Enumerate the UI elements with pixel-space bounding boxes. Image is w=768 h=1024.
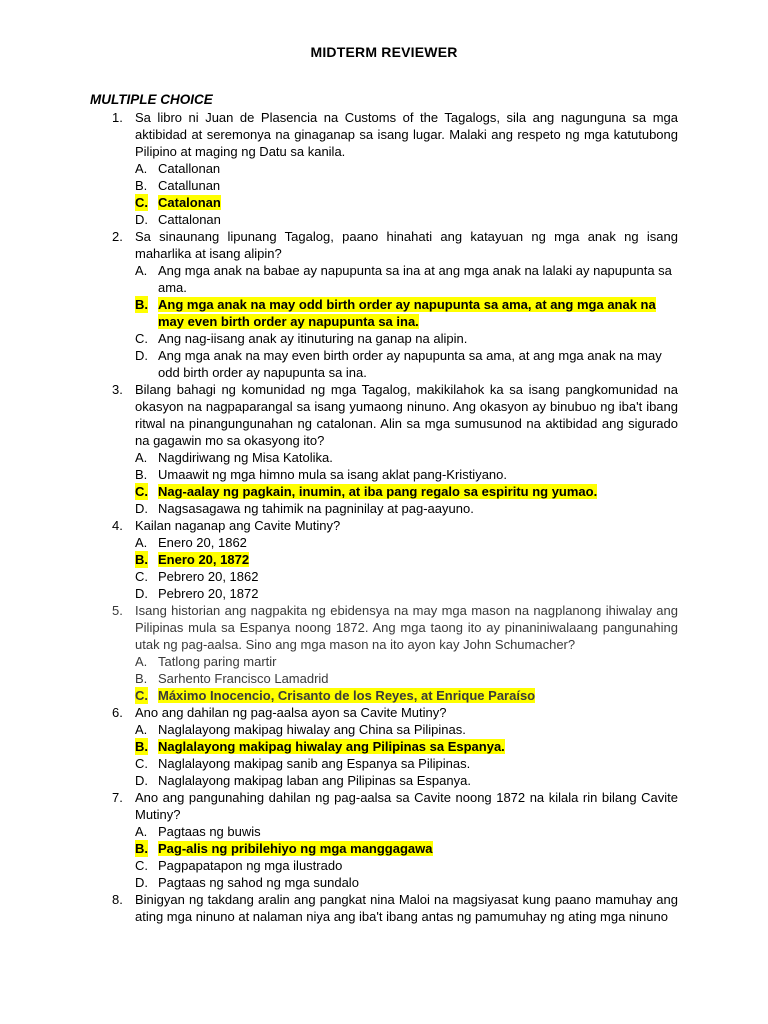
- answer-option-highlighted: [0, 840, 768, 857]
- question-list: [0, 109, 768, 925]
- page-title: MIDTERM REVIEWER: [310, 44, 458, 60]
- option-letter: C.: [135, 858, 148, 873]
- option-letter: B.: [135, 297, 148, 312]
- option-letter: C.: [135, 569, 148, 584]
- option-text: Umaawit ng mga himno mula sa isang aklat pang-Kristiyano.: [158, 467, 508, 482]
- section-heading: MULTIPLE CHOICE: [90, 92, 213, 107]
- option-letter: C.: [135, 688, 148, 703]
- option-text: Enero 20, 1862: [158, 535, 247, 550]
- answer-option-highlighted: [0, 483, 768, 500]
- question-text: Sa libro ni Juan de Plasencia na Customs of the Tagalogs, sila ang nagunguna sa mga aktibidad at seremonya na ginaganap sa isang lugar. Malaki ang respeto ng mga katutubong Pilipino at maging ng Datu sa kanila.: [135, 110, 678, 159]
- answer-option: [0, 755, 768, 772]
- answer-option: [0, 211, 768, 228]
- option-letter: C.: [135, 195, 148, 210]
- option-text: Sarhento Francisco Lamadrid: [158, 671, 329, 686]
- option-text: Naglalayong makipag laban ang Pilipinas sa Espanya.: [158, 773, 471, 788]
- option-letter: D.: [135, 773, 148, 788]
- answer-option: [0, 500, 768, 517]
- option-text: Catallonan: [158, 161, 221, 176]
- option-letter: C.: [135, 484, 148, 499]
- option-letter: C.: [135, 756, 148, 771]
- option-letter: C.: [135, 331, 148, 346]
- question-text: Kailan naganap ang Cavite Mutiny?: [135, 518, 341, 533]
- answer-option: [0, 874, 768, 891]
- question-5: [0, 602, 768, 653]
- question-1: [0, 109, 768, 160]
- question-number: 4.: [112, 518, 123, 533]
- option-letter: B.: [135, 467, 148, 482]
- answer-option: [0, 466, 768, 483]
- answer-option-highlighted: [0, 296, 768, 330]
- answer-option: [0, 160, 768, 177]
- question-8: [0, 891, 768, 925]
- option-text: Ang mga anak na babae ay napupunta sa ina at ang mga anak na lalaki ay napupunta sa ama.: [158, 263, 672, 295]
- option-letter: D.: [135, 586, 148, 601]
- answer-option-highlighted: [0, 551, 768, 568]
- question-text: Sa sinaunang lipunang Tagalog, paano hinahati ang katayuan ng mga anak ng isang maharlika at isang alipin?: [135, 229, 678, 261]
- option-text: Pebrero 20, 1872: [158, 586, 259, 601]
- option-text: Naglalayong makipag hiwalay ang China sa Pilipinas.: [158, 722, 466, 737]
- question-number: 8.: [112, 892, 123, 907]
- option-letter: A.: [135, 722, 148, 737]
- question-number: 2.: [112, 229, 123, 244]
- answer-option: [0, 534, 768, 551]
- option-text: Pagtaas ng buwis: [158, 824, 261, 839]
- answer-option: [0, 449, 768, 466]
- option-text: Naglalayong makipag sanib ang Espanya sa Pilipinas.: [158, 756, 471, 771]
- answer-option-highlighted: [0, 687, 768, 704]
- option-text: Nagdiriwang ng Misa Katolika.: [158, 450, 333, 465]
- option-text: Naglalayong makipag hiwalay ang Pilipinas sa Espanya.: [158, 739, 505, 754]
- option-letter: B.: [135, 552, 148, 567]
- option-text: Pag-alis ng pribilehiyo ng mga manggagawa: [158, 841, 433, 856]
- option-letter: B.: [135, 178, 148, 193]
- answer-option-highlighted: [0, 738, 768, 755]
- option-text: Nagsasagawa ng tahimik na pagninilay at pag-aayuno.: [158, 501, 474, 516]
- option-text: Enero 20, 1872: [158, 552, 250, 567]
- answer-option: [0, 330, 768, 347]
- question-6: [0, 704, 768, 721]
- answer-option: [0, 262, 768, 296]
- option-text: Ang nag-iisang anak ay itinuturing na ganap na alipin.: [158, 331, 468, 346]
- option-text: Tatlong paring martir: [158, 654, 277, 669]
- option-text: Ang mga anak na may even birth order ay napupunta sa ama, at ang mga anak na may odd birth order ay napupunta sa ina.: [158, 348, 662, 380]
- answer-option: [0, 772, 768, 789]
- question-number: 6.: [112, 705, 123, 720]
- question-2: [0, 228, 768, 262]
- option-letter: A.: [135, 161, 148, 176]
- question-7: [0, 789, 768, 823]
- option-text: Pebrero 20, 1862: [158, 569, 259, 584]
- option-text: Pagtaas ng sahod ng mga sundalo: [158, 875, 359, 890]
- option-letter: B.: [135, 739, 148, 754]
- question-number: 5.: [112, 603, 123, 618]
- option-letter: D.: [135, 501, 148, 516]
- answer-option-highlighted: [0, 194, 768, 211]
- question-3: [0, 381, 768, 449]
- question-text: Ano ang dahilan ng pag-aalsa ayon sa Cavite Mutiny?: [135, 705, 447, 720]
- option-text: Pagpapatapon ng mga ilustrado: [158, 858, 343, 873]
- option-text: Máximo Inocencio, Crisanto de los Reyes, at Enrique Paraíso: [158, 688, 536, 703]
- question-text: Bilang bahagi ng komunidad ng mga Tagalog, makikilahok ka sa isang pangkomunidad na okasyon na nagpaparangal sa isang yumaong ninuno. Ang okasyon ay binubuo ng iba't ibang ritwal na pinangungunahan ng catalonan. Alin sa mga sumusunod na aktibidad ang sigurado na gagawin mo sa okasyong ito?: [135, 382, 678, 448]
- option-text: Catalonan: [158, 195, 221, 210]
- option-letter: A.: [135, 824, 148, 839]
- answer-option: [0, 653, 768, 670]
- option-letter: B.: [135, 841, 148, 856]
- question-4: [0, 517, 768, 534]
- answer-option: [0, 721, 768, 738]
- question-text: Binigyan ng takdang aralin ang pangkat nina Maloi na magsiyasat kung paano mamuhay ang ating mga ninuno at nalaman niya ang iba't ibang antas ng pamumuhay ng ating mga ninuno: [135, 892, 678, 924]
- option-letter: D.: [135, 348, 148, 363]
- question-text: Isang historian ang nagpakita ng ebidensya na may mga mason na nagplanong ihiwalay ang Pilipinas mula sa Espanya noong 1872. Ang mga taong ito ay pinaniniwalaang pangunahing utak ng pag-aalsa. Sino ang mga mason na ito ayon kay John Schumacher?: [135, 603, 678, 652]
- question-text: Ano ang pangunahing dahilan ng pag-aalsa sa Cavite noong 1872 na kilala rin bilang Cavite Mutiny?: [135, 790, 678, 822]
- question-number: 7.: [112, 790, 123, 805]
- option-text: Ang mga anak na may odd birth order ay napupunta sa ama, at ang mga anak na may even birth order ay napupunta sa ina.: [158, 297, 656, 329]
- option-text: Nag-aalay ng pagkain, inumin, at iba pang regalo sa espiritu ng yumao.: [158, 484, 598, 499]
- answer-option: [0, 670, 768, 687]
- answer-option: [0, 177, 768, 194]
- option-letter: D.: [135, 212, 148, 227]
- option-text: Catallunan: [158, 178, 221, 193]
- answer-option: [0, 347, 768, 381]
- option-letter: A.: [135, 654, 148, 669]
- option-letter: A.: [135, 263, 148, 278]
- question-number: 1.: [112, 110, 123, 125]
- answer-option: [0, 585, 768, 602]
- option-letter: A.: [135, 450, 148, 465]
- answer-option: [0, 857, 768, 874]
- option-letter: B.: [135, 671, 148, 686]
- question-number: 3.: [112, 382, 123, 397]
- answer-option: [0, 568, 768, 585]
- option-letter: D.: [135, 875, 148, 890]
- option-text: Cattalonan: [158, 212, 221, 227]
- option-letter: A.: [135, 535, 148, 550]
- answer-option: [0, 823, 768, 840]
